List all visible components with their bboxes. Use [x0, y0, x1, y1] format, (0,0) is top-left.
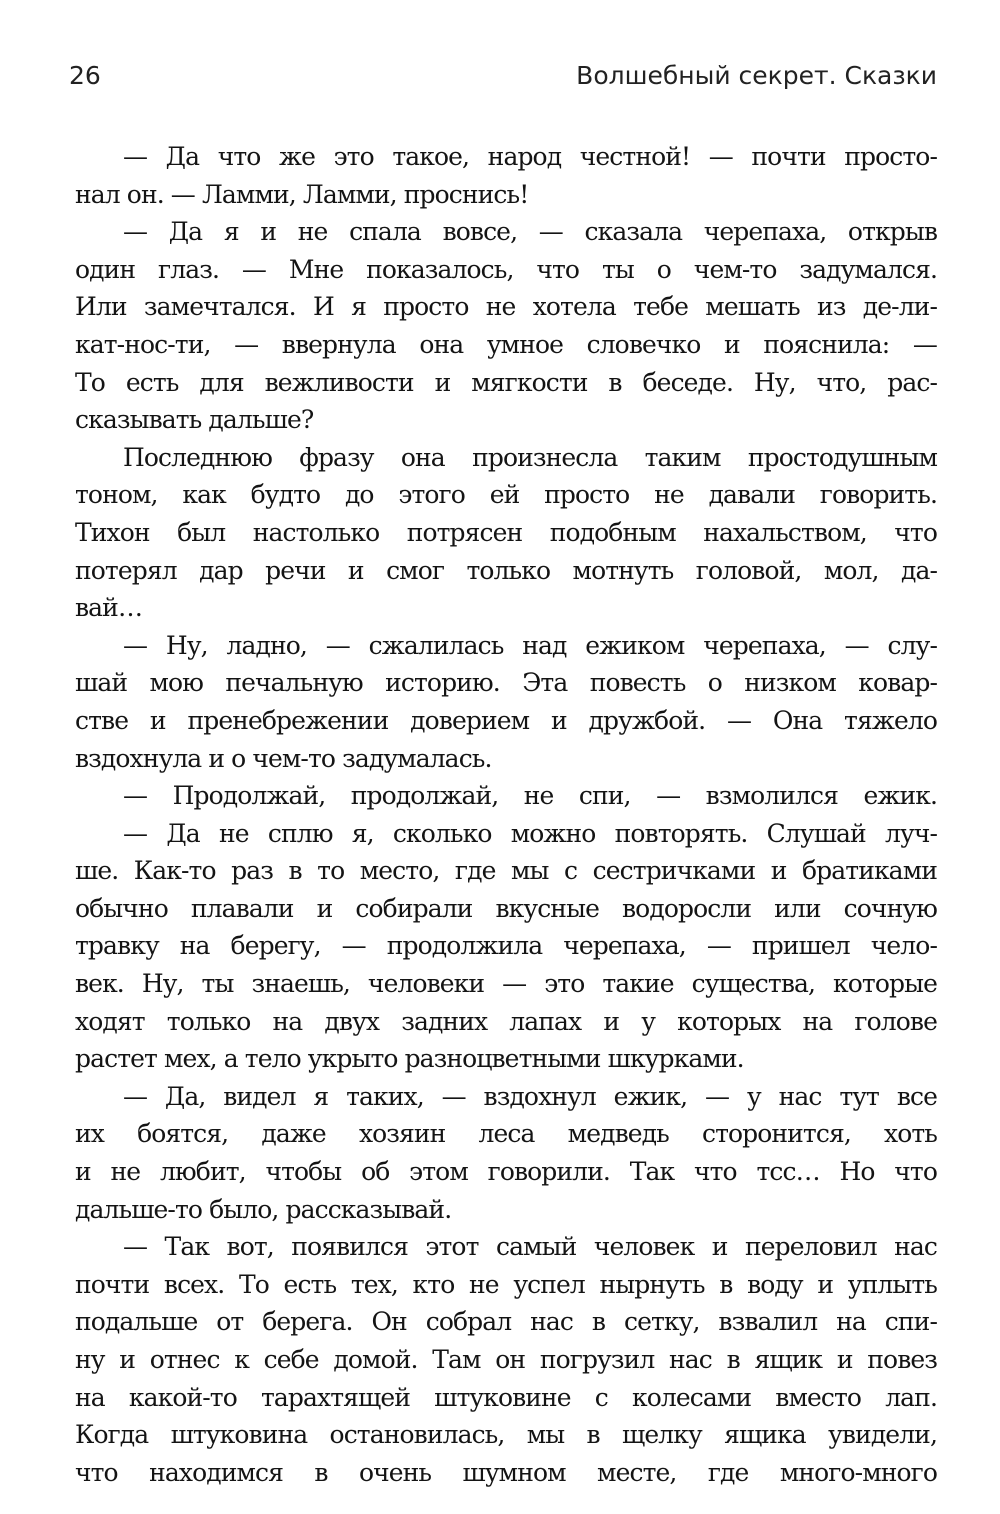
text-line: сказывать дальше? — [75, 405, 314, 435]
text-line: — Ну, ладно, — сжалилась над ежиком черепаха, — слу- — [123, 630, 937, 660]
text-line: травку на берегу, — продолжила черепаха, — пришел чело- — [75, 931, 937, 961]
text-line: Тихон был настолько потрясен подобным нахальством, что — [75, 517, 937, 547]
text-line: век. Ну, ты знаешь, человеки — это такие существа, которые — [75, 969, 937, 999]
text-line: — Продолжай, продолжай, не спи, — взмолился ежик. — [123, 781, 937, 811]
page-number: 26 — [69, 61, 101, 90]
text-line: вздохнула и о чем-то задумалась. — [75, 743, 492, 773]
text-line: ну и отнес к себе домой. Там он погрузил нас в ящик и повез — [75, 1345, 937, 1374]
text-line: тоном, как будто до этого ей просто не давали говорить. — [75, 480, 937, 510]
text-line: дальше-то было, рассказывай. — [75, 1194, 452, 1224]
text-line: что находимся в очень шумном месте, где много-много — [75, 1457, 937, 1487]
text-line: — Да я и не спала вовсе, — сказала черепаха, открыв — [123, 217, 937, 247]
text-line: — Так вот, появился этот самый человек и переловил нас — [123, 1232, 937, 1262]
text-line: вай… — [75, 593, 143, 623]
text-line: — Да, видел я таких, — вздохнул ежик, — у нас тут все — [123, 1081, 937, 1111]
running-head — [69, 56, 937, 96]
text-line: — Да что же это такое, народ честной! — почти просто- — [123, 142, 937, 171]
text-line: почти всех. То есть тех, кто не успел нырнуть в воду и уплыть — [75, 1269, 937, 1299]
text-line: ше. Как-то раз в то место, где мы с сестричками и братиками — [75, 856, 937, 886]
text-line: их боятся, даже хозяин леса медведь сторонится, хоть — [75, 1119, 937, 1149]
text-line: на какой-то тарахтящей штуковине с колесами вместо лап. — [75, 1382, 937, 1412]
text-line: — Да не сплю я, сколько можно повторять. Слушай луч- — [123, 818, 937, 848]
text-line: ходят только на двух задних лапах и у которых на голове — [75, 1006, 937, 1036]
text-line: нал он. — Ламми, Ламми, проснись! — [75, 179, 529, 209]
story-text — [75, 138, 937, 1491]
text-line: обычно плавали и собирали вкусные водоросли или сочную — [75, 893, 937, 923]
text-line: То есть для вежливости и мягкости в беседе. Ну, что, рас- — [75, 367, 937, 397]
text-line: подальше от берега. Он собрал нас в сетку, взвалил на спи- — [75, 1307, 937, 1337]
text-line: один глаз. — Мне показалось, что ты о чем-то задумался. — [75, 254, 937, 284]
text-line: кат-нос-ти, — ввернула она умное словечко и пояснила: — — [75, 329, 937, 359]
text-line: Или замечтался. И я просто не хотела тебе мешать из де-ли- — [75, 292, 937, 322]
text-line: потерял дар речи и смог только мотнуть головой, мол, да- — [75, 555, 937, 585]
text-line: Когда штуковина остановилась, мы в щелку ящика увидели, — [75, 1420, 937, 1450]
text-line: и не любит, чтобы об этом говорили. Так что тсс… Но что — [75, 1157, 937, 1187]
text-line: Последнюю фразу она произнесла таким простодушным — [123, 442, 937, 472]
text-line: стве и пренебрежении доверием и дружбой. — Она тяжело — [75, 705, 937, 735]
book-title: Волшебный секрет. Сказки — [576, 61, 937, 90]
text-line: растет мех, а тело укрыто разноцветными шкурками. — [75, 1044, 744, 1074]
text-line: шай мою печальную историю. Эта повесть о низком ковар- — [75, 668, 937, 698]
